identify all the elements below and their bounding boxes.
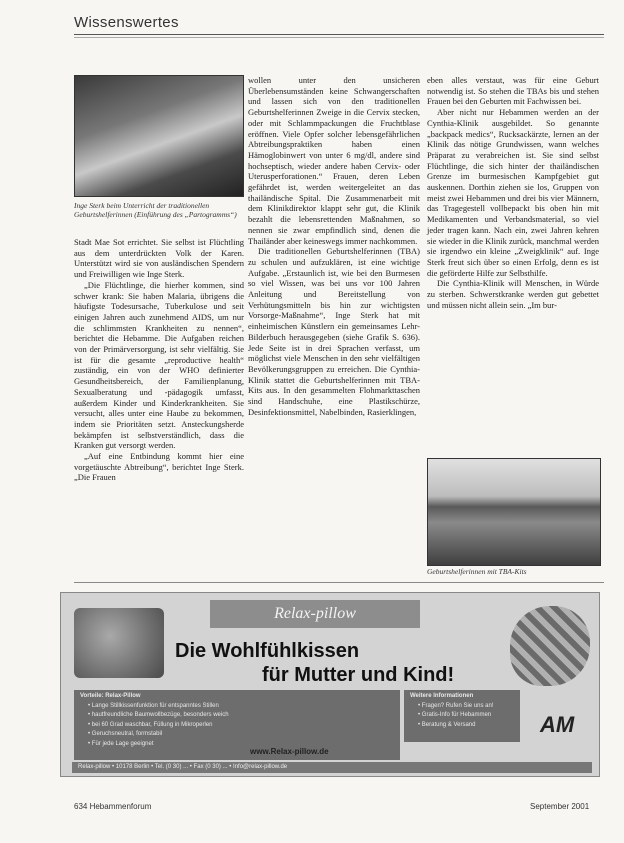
ad-logo: AM: [540, 712, 575, 737]
col1-paragraph-2: „Die Flüchtlinge, die hierher kommen, sind schwer krank: Sie haben Malaria, übrigens die häufigste Todesursache, Tuberkulose und seit einigen Jahren auch zunehmend AIDS, um nur die schlimmsten Krankheiten zu nennen“, berichtet die Hebamme. Die Aufgaben reichen von der Primärversorgung, ist sehr vielfältig. Sie ist für die gesamte „reproductive health“ zuständig, ein von der WHO definierter Gesundheitsbereich, der Familienplanung, Sexualberatung und -pädagogik umfasst, außerdem Kinder und Kinderkrankheiten. Sie versucht, alles unter eine Haube zu bekommen, indem sie Prioritäten setzt. Ansteckungsherde bekämpfen ist selbstverständlich, dass die Kranken gut versorgt werden.: [74, 279, 244, 451]
ad-contact-footer: Relax-pillow • 10178 Berlin • Tel. (0 30) ... • Fax (0 30) ... • Info@relax-pillow.de: [72, 762, 592, 773]
ad-info-title: Weitere Informationen: [410, 693, 474, 699]
photo-training-caption: Inge Sterk beim Unterricht der traditionellen Geburtshelferinnen (Einführung des „Partogramms“): [74, 201, 237, 219]
column-2: [248, 75, 420, 418]
ad-info-item: • Beratung & Versand: [418, 721, 514, 731]
ad-pillow-image: [510, 606, 590, 686]
ad-info-box: [404, 690, 520, 742]
col2-paragraph-2: Die traditionellen Geburtshelferinnen (TBA) zu schulen und aufzuklären, ist eine wichtige Aufgabe. „Erstaunlich ist, wie bei den Burmesen so viel Wissen, was bei uns vor 100 Jahren Anleitung und Bereitstellung von Verhütungsmitteln bis hin zur wichtigsten Vorsorge-Maßnahme“, Inge Sterk hat mit einheimischen Künstlern ein gemeinsames Lehr-Bilderbuch herausgegeben (siehe Grafik S. 636). Jede Seite ist in drei Sprachen verfasst, um möglichst viele Menschen in den sehr vielfältigen Bevölkerungsgruppen zu erreichen. Die Cynthia-Klinik stattet die Geburtshelferinnen mit TBA-Kits aus. In den gesammelten Flohmarkttaschen sind Handschuhe, eine Plastikschürze, Desinfektionsmittel, Nabelbinden, Rasierklingen,: [248, 246, 420, 417]
col3-paragraph-1: eben alles verstaut, was für eine Geburt notwendig ist. So stehen die TBAs bis und stehen Frauen bei den Geburten mit Fachwissen bei.: [427, 75, 599, 107]
col1-paragraph-1: Stadt Mae Sot errichtet. Sie selbst ist Flüchtling aus dem unterdrückten Volk der Karen. Unterstützt wird sie von ausländischen Spendern und Freiwilligen wie Inge Sterk.: [74, 237, 244, 280]
ad-benefit-item: • Geruchsneutral, formstabil: [88, 730, 394, 740]
ad-benefit-item: • bei 60 Grad waschbar, Füllung in Mikroperlen: [88, 721, 394, 731]
ad-benefits-list: [80, 702, 394, 750]
ad-person-image: [74, 608, 164, 678]
ad-brand: Relax-pillow: [210, 600, 420, 628]
ad-benefit-item: • Für jede Lage geeignet: [88, 740, 394, 750]
page-footer-right: September 2001: [530, 802, 590, 811]
ad-headline-2: für Mutter und Kind!: [262, 664, 455, 686]
section-title: Wissenswertes: [74, 14, 179, 31]
ad-headline-1: Die Wohlfühlkissen: [175, 640, 360, 662]
col3-paragraph-2: Aber nicht nur Hebammen werden an der Cynthia-Klinik ausgebildet. So genannte „backpack medics“, Rucksackärzte, lernen an der Klinik das nötige Grundwissen, wann welches Präparat zu verabreichen ist. Sie sind selbst Flüchtlinge, die sich hinter der thailändischen Grenze im burmesischen Kampfgebiet gut auskennen. Dorthin ziehen sie los, Gruppen von meist zwei Hebammen und drei bis vier Männern, das Tragegestell vollbepackt bis oben hin mit Medikamenten und Verbandsmaterial, so viel jeder tragen kann. Nach ein, zwei Jahren kehren sie wieder in die Klinik zurück, manchmal werden sie irgendwo ein kleine „Zweigklinik“ auf. Inge Sterk freut sich über so einen Erfolg, denn es ist die geförderte Hilfe zur Selbsthilfe.: [427, 107, 599, 278]
column-1: [74, 237, 244, 483]
photo-group: [427, 458, 601, 566]
ad-benefits-box: [74, 690, 400, 760]
photo-group-caption: Geburtshelferinnen mit TBA-Kits: [427, 567, 527, 576]
ad-info-item: • Fragen? Rufen Sie uns an!: [418, 702, 514, 712]
ad-info-item: • Gratis-Info für Hebammen: [418, 711, 514, 721]
page-footer-left: 634 Hebammenforum: [74, 802, 152, 811]
ad-benefits-title: Vorteile: Relax-Pillow: [80, 693, 141, 699]
header-rule-thin: [74, 37, 604, 38]
header-rule: [74, 34, 604, 35]
col2-paragraph-1: wollen unter den unsicheren Überlebensumständen keine Schwangerschaften und lassen sich von den traditionellen Geburtshelferinnen Zweige in die Cervix stecken, oder mit Schlammpackungen die Fruchtblase eröffnen. Viele Opfer solcher lebensgefährlichen Abtreibungspraktiken haben einen Hämoglobinwert von unter 6 mg/dl, andere sind hochseptisch, wieder andere haben Cervix- oder Uterusperforationen.“ Frauen, deren Leben gefährdet ist, werden weitergeleitet an das thailändische Spital. Die Zusammenarbeit mit dem Klinikdirektor klappt sehr gut, die Klinik bezahlt die lebensrettenden Maßnahmen, so nennen sie zwar empfindlich sind, denen die Thailänder aber keineswegs immer nachkommen.: [248, 75, 420, 246]
photo-training: [74, 75, 244, 197]
col1-paragraph-3: „Auf eine Entbindung kommt hier eine vorgetäuschte Abtreibung“, berichtet Inge Sterk. „Die Frauen: [74, 451, 244, 483]
col3-paragraph-3: Die Cynthia-Klinik will Menschen, in Würde zu sterben. Schwerstkranke werden gut gebettet und müssen nicht allein sein. „Im bur-: [427, 278, 599, 310]
ad-benefit-item: • Lange Stillkissenfunktion für entspanntes Stillen: [88, 702, 394, 712]
ad-separator: [74, 582, 604, 583]
ad-benefit-item: • hautfreundliche Baumwollbezüge, besonders weich: [88, 711, 394, 721]
column-3: [427, 75, 599, 310]
ad-info-list: [410, 702, 514, 731]
ad-url-link[interactable]: www.Relax-pillow.de: [250, 747, 329, 756]
